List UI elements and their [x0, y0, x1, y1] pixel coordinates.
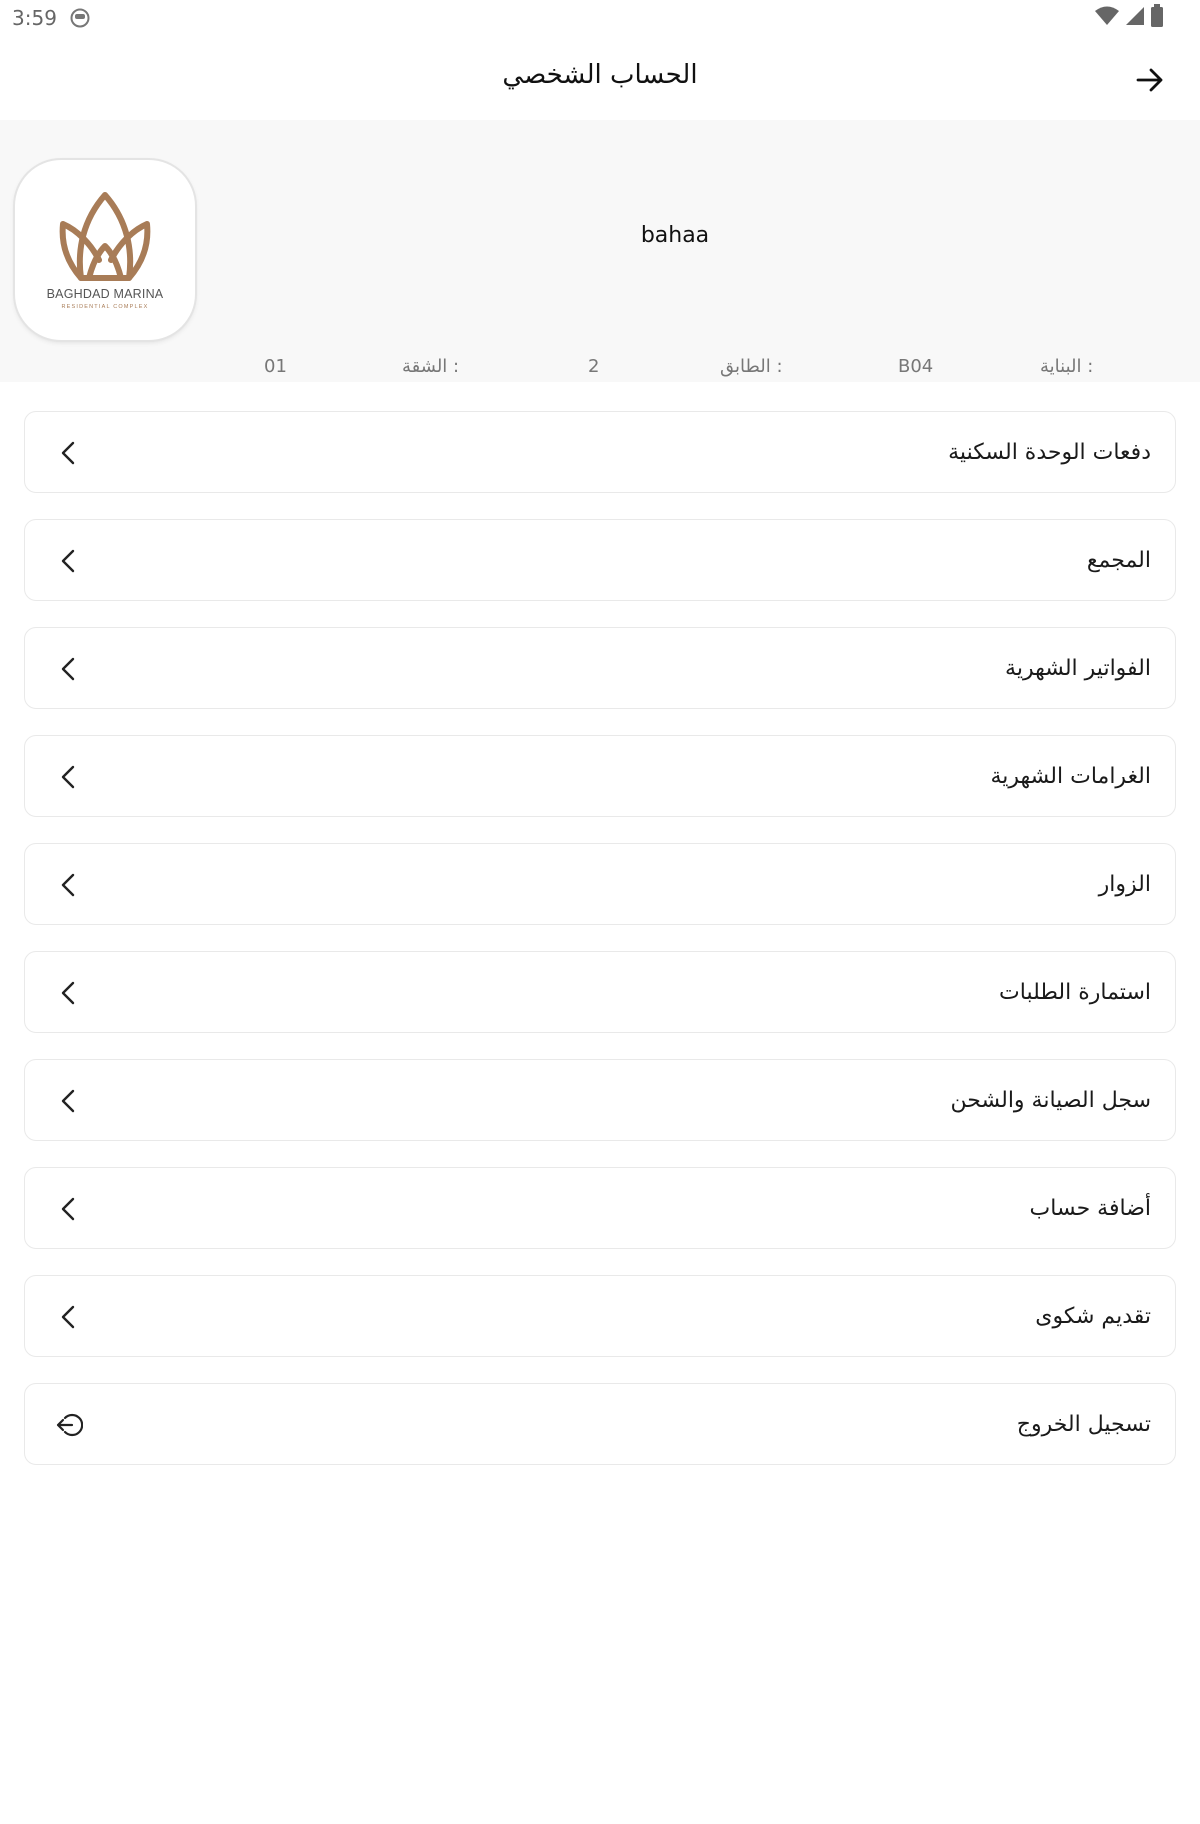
menu-item-request-form[interactable]	[24, 951, 1176, 1033]
menu-item-label: أضافة حساب	[1029, 1196, 1151, 1221]
app-header	[0, 40, 1200, 120]
menu-item-complex[interactable]	[24, 519, 1176, 601]
chevron-left-icon	[55, 655, 83, 683]
menu-item-monthly-fines[interactable]	[24, 735, 1176, 817]
status-icons	[1094, 6, 1164, 30]
menu-item-label: الزوار	[1098, 872, 1151, 897]
menu-item-label: الفواتير الشهرية	[1005, 656, 1151, 681]
logo-name: BAGHDAD MARINA	[46, 287, 164, 301]
menu-item-label: دفعات الوحدة السكنية	[948, 440, 1151, 465]
arrow-right-icon	[1135, 65, 1165, 95]
chevron-left-icon	[55, 1087, 83, 1115]
lotus-logo-icon	[15, 160, 195, 340]
chevron-left-icon	[55, 979, 83, 1007]
cellular-signal-icon	[1124, 5, 1146, 31]
chevron-left-icon	[55, 1303, 83, 1331]
chevron-left-icon	[55, 547, 83, 575]
menu-item-add-account[interactable]	[24, 1167, 1176, 1249]
page-title: الحساب الشخصي	[502, 60, 698, 90]
logout-icon	[55, 1411, 83, 1439]
menu-item-label: سجل الصيانة والشحن	[950, 1088, 1151, 1113]
chevron-left-icon	[55, 871, 83, 899]
menu-item-monthly-bills[interactable]	[24, 627, 1176, 709]
menu-item-visitors[interactable]	[24, 843, 1176, 925]
menu-item-label: الغرامات الشهرية	[990, 764, 1151, 789]
complex-logo	[15, 160, 195, 340]
menu-item-label: تقديم شكوى	[1035, 1304, 1151, 1329]
user-name: bahaa	[640, 223, 710, 248]
status-bar	[0, 0, 1200, 36]
profile-card	[0, 120, 1200, 382]
menu-item-logout[interactable]	[24, 1383, 1176, 1465]
apartment-value: 01	[264, 356, 287, 377]
building-label: البناية :	[1040, 356, 1094, 377]
floor-value: 2	[588, 356, 600, 377]
building-value: B04	[898, 356, 934, 377]
menu-item-submit-complaint[interactable]	[24, 1275, 1176, 1357]
menu-item-label: استمارة الطلبات	[999, 980, 1151, 1005]
menu-item-unit-payments[interactable]	[24, 411, 1176, 493]
menu-item-maintenance-log[interactable]	[24, 1059, 1176, 1141]
back-button[interactable]	[1128, 58, 1172, 102]
apartment-label: الشقة :	[402, 356, 460, 377]
status-time: 3:59	[12, 6, 57, 30]
floor-label: الطابق :	[720, 356, 783, 377]
app-notification-icon	[70, 8, 90, 28]
chevron-left-icon	[55, 439, 83, 467]
chevron-left-icon	[55, 1195, 83, 1223]
chevron-left-icon	[55, 763, 83, 791]
menu-item-label: المجمع	[1086, 548, 1151, 573]
logo-subtitle: RESIDENTIAL COMPLEX	[61, 304, 149, 310]
battery-icon	[1150, 4, 1164, 32]
wifi-icon	[1094, 5, 1120, 31]
menu-item-label: تسجيل الخروج	[1016, 1412, 1151, 1437]
